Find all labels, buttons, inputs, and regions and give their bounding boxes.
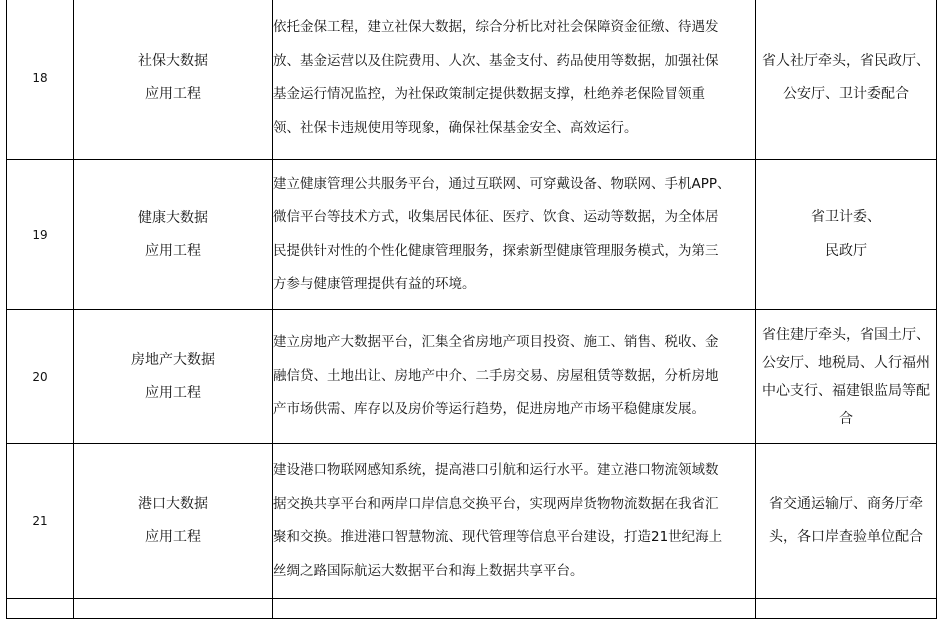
description-line: 方参与健康管理提供有益的环境。: [273, 276, 476, 292]
project-name: [74, 310, 273, 444]
project-name: [74, 0, 273, 160]
description-line: 建立健康管理公共服务平台，通过互联网、可穿戴设备、物联网、手机APP、: [273, 175, 731, 192]
project-name-line: 应用工程: [145, 86, 201, 102]
row-number: 18: [7, 0, 74, 160]
responsible-units: [756, 599, 937, 619]
project-description: [273, 160, 756, 310]
table-row: [7, 444, 937, 599]
units-line: 民政厅: [825, 242, 867, 259]
project-name-line: 应用工程: [145, 529, 201, 545]
project-name: [74, 160, 273, 310]
units-line: 公安厅、地税局、人行福州: [762, 354, 930, 371]
description-line: 基金运行情况监控，为社保政策制定提供数据支撑，杜绝养老保险冒领重: [273, 86, 705, 102]
description-line: 民提供针对性的个性化健康管理服务，探索新型健康管理服务模式，为第三: [273, 242, 719, 259]
responsible-units: [756, 0, 937, 160]
description-line: 放、基金运营以及住院费用、人次、基金支付、药品使用等数据，加强社保: [273, 52, 719, 69]
row-number: 19: [7, 160, 74, 310]
row-number: 21: [7, 444, 74, 599]
project-description: [273, 599, 756, 619]
table-row: [7, 160, 937, 310]
project-name: [74, 599, 273, 619]
table-row: [7, 310, 937, 444]
project-name-line: 港口大数据: [138, 496, 208, 512]
description-line: 丝绸之路国际航运大数据平台和海上数据共享平台。: [273, 562, 584, 579]
project-description: [273, 310, 756, 444]
description-line: 建立房地产大数据平台，汇集全省房地产项目投资、施工、销售、税收、金: [273, 334, 719, 351]
description-line: 产市场供需、库存以及房价等运行趋势，促进房地产市场平稳健康发展。: [273, 401, 705, 418]
units-line: 合: [839, 410, 853, 427]
units-line: 省卫计委、: [811, 209, 881, 225]
units-line: 中心支行、福建银监局等配: [762, 382, 930, 399]
row-number: 20: [7, 310, 74, 444]
description-line: 融信贷、土地出让、房地产中介、二手房交易、房屋租赁等数据，分析房地: [273, 367, 719, 384]
units-line: 头，各口岸查验单位配合: [769, 529, 923, 545]
units-line: 省人社厅牵头，省民政厅、: [762, 52, 930, 69]
table-row: [7, 0, 937, 160]
units-line: 省交通运输厅、商务厅牵: [769, 495, 923, 512]
units-line: 省住建厅牵头，省国土厅、: [762, 326, 930, 343]
description-line: 建设港口物联网感知系统，提高港口引航和运行水平。建立港口物流领域数: [273, 462, 719, 478]
project-name-line: 应用工程: [145, 242, 201, 259]
table-row: [7, 599, 937, 619]
project-name-line: 应用工程: [145, 384, 201, 401]
project-table: [6, 0, 937, 619]
units-line: 公安厅、卫计委配合: [783, 86, 909, 102]
project-name-line: 健康大数据: [138, 209, 208, 226]
project-description: [273, 444, 756, 599]
responsible-units: [756, 310, 937, 444]
row-number: [7, 599, 74, 619]
description-line: 领、社保卡违规使用等现象，确保社保基金安全、高效运行。: [273, 119, 638, 136]
responsible-units: [756, 444, 937, 599]
project-name-line: 房地产大数据: [131, 351, 215, 368]
description-line: 依托金保工程，建立社保大数据，综合分析比对社会保障资金征缴、待遇发: [273, 19, 719, 35]
project-name: [74, 444, 273, 599]
description-line: 微信平台等技术方式，收集居民体征、医疗、饮食、运动等数据，为全体居: [273, 209, 719, 225]
description-line: 聚和交换。推进港口智慧物流、现代管理等信息平台建设，打造21世纪海上: [273, 529, 723, 545]
project-name-line: 社保大数据: [138, 53, 208, 69]
project-description: [273, 0, 756, 160]
description-line: 据交换共享平台和两岸口岸信息交换平台，实现两岸货物物流数据在我省汇: [273, 495, 719, 512]
responsible-units: [756, 160, 937, 310]
